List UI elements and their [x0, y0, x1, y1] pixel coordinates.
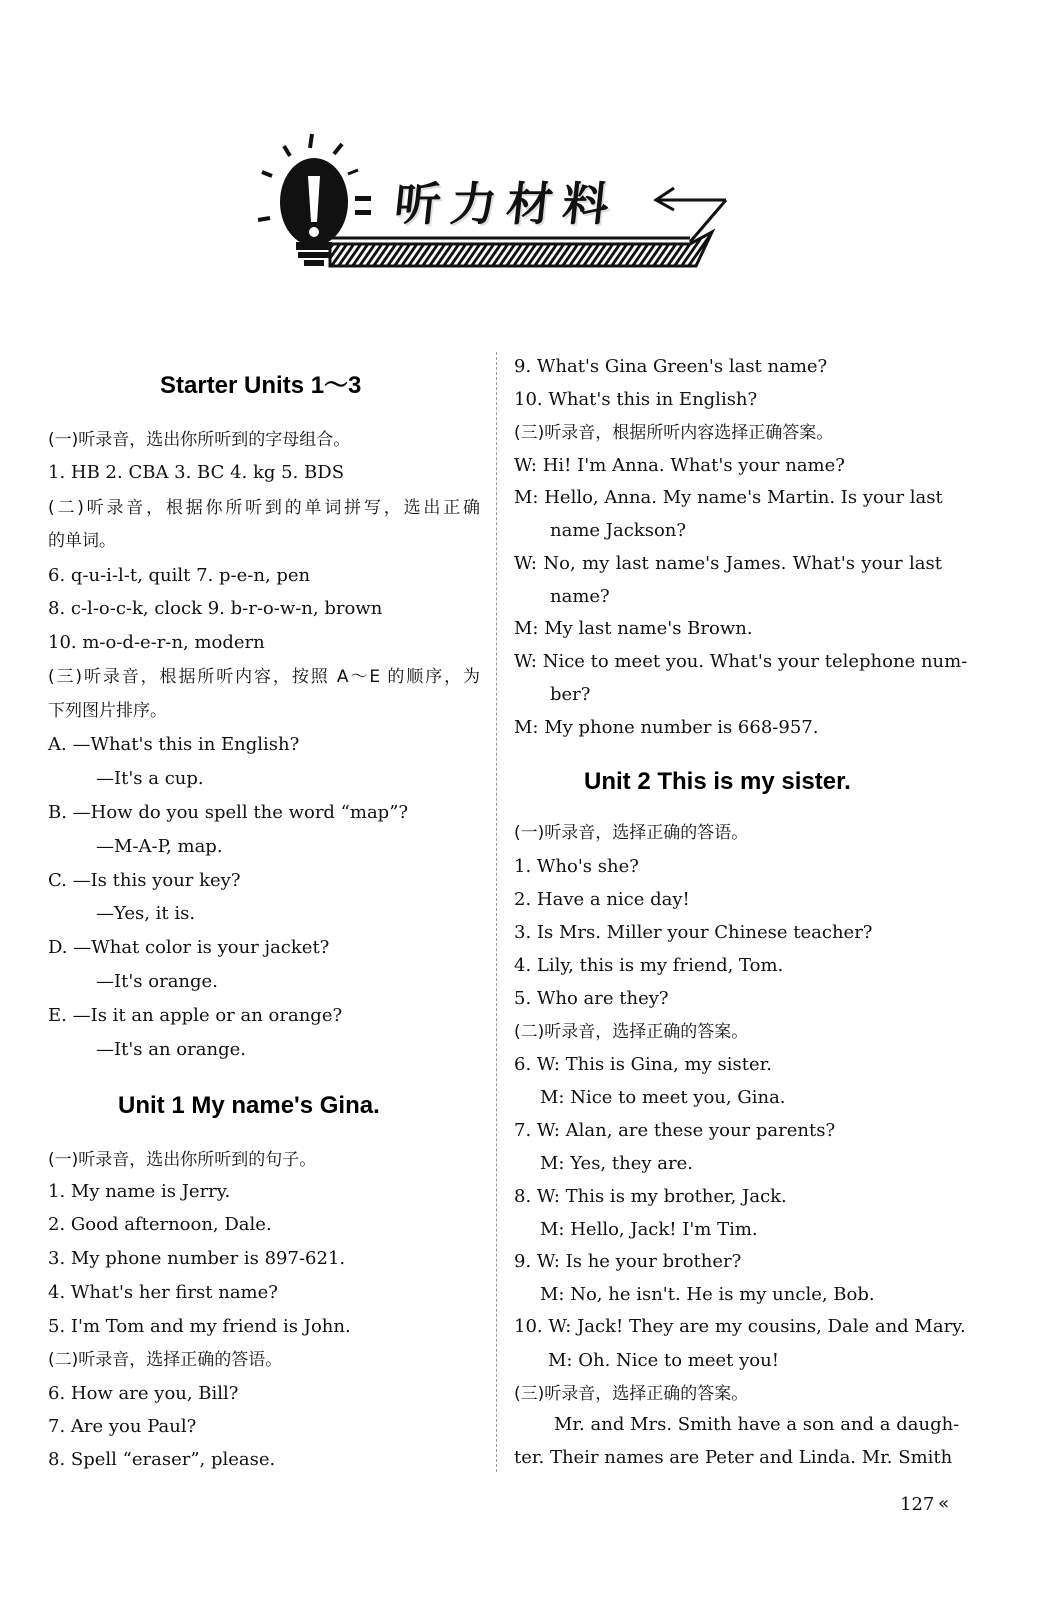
instruction-line: 下列图片排序。	[48, 701, 167, 721]
text-line: M: Nice to meet you, Gina.	[540, 1087, 786, 1108]
text-line: 2. Have a nice day!	[514, 889, 690, 910]
text-line: B. —How do you spell the word “map”?	[48, 802, 409, 823]
instruction-line: (二)听录音，选择正确的答案。	[514, 1022, 749, 1042]
text-line: 9. W: Is he your brother?	[514, 1251, 742, 1272]
instruction-line: (一)听录音，选出你所听到的句子。	[48, 1150, 317, 1170]
text-line: 8. c-l-o-c-k, clock 9. b-r-o-w-n, brown	[48, 598, 383, 619]
instruction-line: (二)听录音，根据你所听到的单词拼写，选出正确	[48, 498, 480, 518]
text-line: ber?	[550, 684, 591, 705]
text-line: 5. I'm Tom and my friend is John.	[48, 1316, 351, 1337]
text-line: 5. Who are they?	[514, 988, 669, 1009]
text-line: 9. What's Gina Green's last name?	[514, 356, 828, 377]
text-line: M: Yes, they are.	[540, 1153, 693, 1174]
text-line: 6. q-u-i-l-t, quilt 7. p-e-n, pen	[48, 565, 311, 586]
text-line: 4. What's her first name?	[48, 1282, 278, 1303]
text-line: —It's an orange.	[96, 1039, 246, 1060]
text-line: 3. My phone number is 897-621.	[48, 1248, 346, 1269]
text-line: 6. W: This is Gina, my sister.	[514, 1054, 772, 1075]
text-line: C. —Is this your key?	[48, 870, 241, 891]
text-line: Mr. and Mrs. Smith have a son and a daugh-	[554, 1414, 960, 1435]
section-heading: Unit 1 My name's Gina.	[118, 1092, 380, 1119]
text-line: M: Hello, Jack! I'm Tim.	[540, 1219, 758, 1240]
text-line: 10. W: Jack! They are my cousins, Dale and Mary.	[514, 1316, 966, 1337]
page-title: 听力材料	[391, 177, 622, 231]
text-line: A. —What's this in English?	[48, 734, 300, 755]
text-line: M: No, he isn't. He is my uncle, Bob.	[540, 1284, 875, 1305]
text-line: M: Hello, Anna. My name's Martin. Is your last	[514, 487, 943, 508]
text-line: —It's a cup.	[96, 768, 204, 789]
text-line: —Yes, it is.	[96, 903, 196, 924]
text-line: D. —What color is your jacket?	[48, 937, 330, 958]
text-line: ter. Their names are Peter and Linda. Mr. Smith	[514, 1447, 953, 1468]
instruction-line: (一)听录音，选出你所听到的字母组合。	[48, 430, 351, 450]
text-line: name?	[550, 586, 610, 607]
text-line: 2. Good afternoon, Dale.	[48, 1214, 272, 1235]
section-heading: Unit 2 This is my sister.	[584, 768, 851, 795]
text-line: —M-A-P, map.	[96, 836, 223, 857]
text-line: 4. Lily, this is my friend, Tom.	[514, 955, 784, 976]
text-line: 7. Are you Paul?	[48, 1416, 197, 1437]
text-line: M: My last name's Brown.	[514, 618, 753, 639]
text-line: 10. What's this in English?	[514, 389, 758, 410]
text-line: E. —Is it an apple or an orange?	[48, 1005, 343, 1026]
text-line: —It's orange.	[96, 971, 218, 992]
text-line: W: Hi! I'm Anna. What's your name?	[514, 455, 845, 476]
page-arrows-icon: «	[938, 1493, 950, 1514]
text-line: 7. W: Alan, are these your parents?	[514, 1120, 836, 1141]
text-line: 1. My name is Jerry.	[48, 1181, 231, 1202]
text-line: 6. How are you, Bill?	[48, 1383, 239, 1404]
instruction-line: (二)听录音，选择正确的答语。	[48, 1350, 283, 1370]
text-line: name Jackson?	[550, 520, 687, 541]
text-line: 1. HB 2. CBA 3. BC 4. kg 5. BDS	[48, 462, 345, 483]
column-divider	[496, 352, 497, 1472]
instruction-line: (三)听录音，选择正确的答案。	[514, 1384, 749, 1404]
text-line: 3. Is Mrs. Miller your Chinese teacher?	[514, 922, 873, 943]
text-line: M: Oh. Nice to meet you!	[548, 1350, 779, 1371]
instruction-line: 的单词。	[48, 531, 116, 551]
text-line: 8. Spell “eraser”, please.	[48, 1449, 276, 1470]
text-line: W: Nice to meet you. What's your telephone num-	[514, 651, 968, 672]
text-line: M: My phone number is 668-957.	[514, 717, 819, 738]
page-number: 127	[900, 1494, 935, 1515]
instruction-line: (三)听录音，根据所听内容选择正确答案。	[514, 423, 834, 443]
instruction-line: (一)听录音，选择正确的答语。	[514, 823, 749, 843]
text-line: 10. m-o-d-e-r-n, modern	[48, 632, 265, 653]
text-line: W: No, my last name's James. What's your last	[514, 553, 942, 574]
banner-bar	[330, 232, 712, 266]
text-line: 1. Who's she?	[514, 856, 639, 877]
text-line: 8. W: This is my brother, Jack.	[514, 1186, 787, 1207]
arrow-icon	[656, 188, 726, 242]
section-heading: Starter Units 1～3	[160, 372, 362, 399]
instruction-line: (三)听录音，根据所听内容，按照 A～E 的顺序，为	[48, 667, 480, 687]
